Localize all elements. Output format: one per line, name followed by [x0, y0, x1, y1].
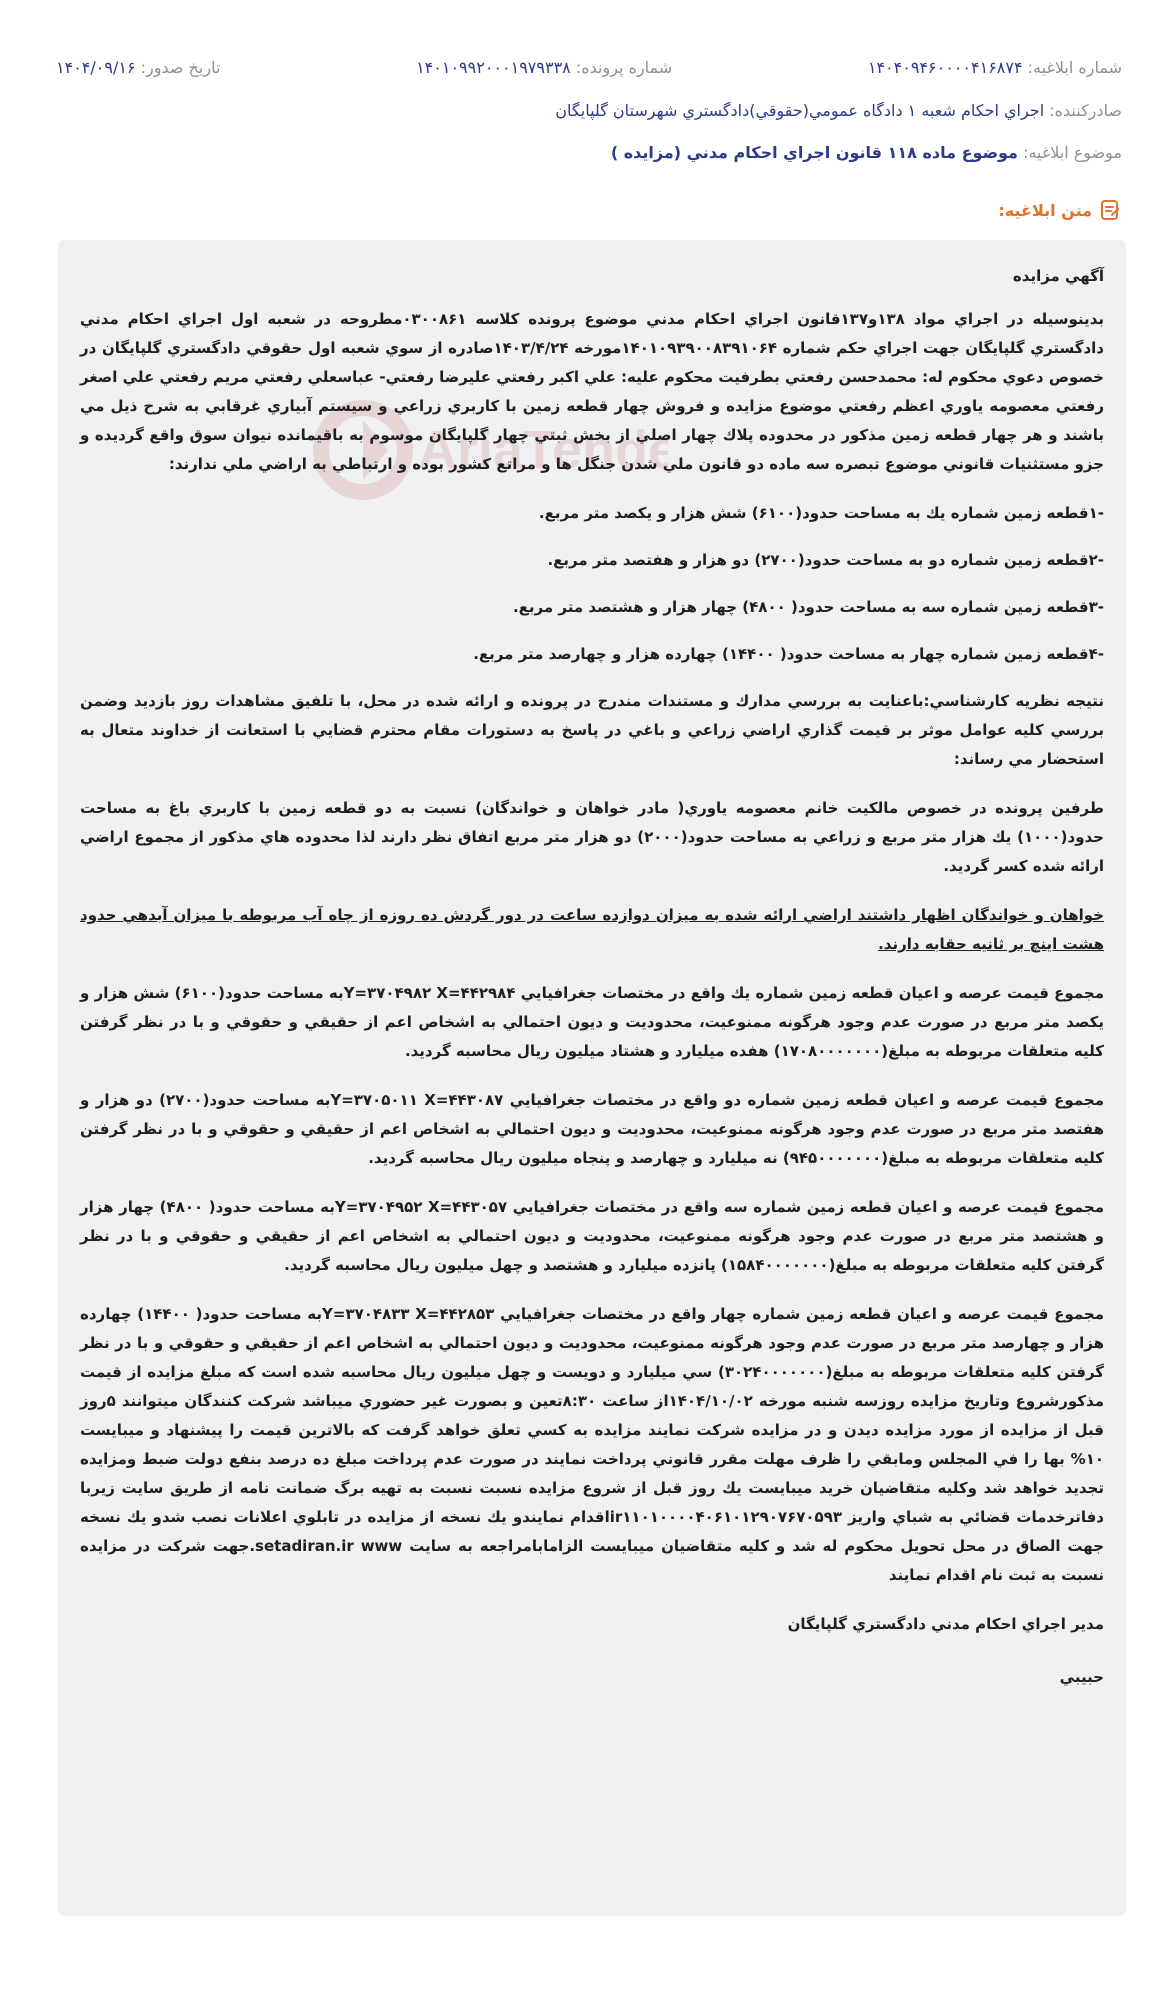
land-item-4: -۴قطعه زمين شماره چهار به مساحت حدود( ۱۴۴۰۰) چهارده هزار و چهارصد متر مربع.	[473, 645, 1104, 663]
issue-date-value: ۱۴۰۴/۰۹/۱۶	[56, 58, 136, 77]
document-note-icon	[1098, 198, 1122, 222]
body-paragraph-parcel-2: مجموع قيمت عرصه و اعيان قطعه زمين شماره دو واقع در مختصات جغرافيايي Y=۳۷۰۵۰۱۱ X=۴۴۳۰۸۷به مساحت حدود(۲۷۰۰) دو هزار و هفتصد متر مربع در صورت عدم وجود هرگونه ممنوعيت، محدوديت و ديون احتمالي به اشخاص اعم از حقيقي و حقوقي و با در نظر گرفتن كليه متعلقات مربوطه به مبلغ(۹۴۵۰۰۰۰۰۰۰) نه ميليارد و چهارصد و پنجاه ميليون ريال محاسبه گرديد.	[80, 1091, 1104, 1167]
body-paragraph-expert: نتيجه نظريه كارشناسي:باعنايت به بررسي مدارك و مستندات مندرج در پرونده و ارائه شده در محل، با تلفيق مشاهدات روز بازديد وضمن بررسي كليه عوامل موثر بر قيمت گذاري اراضي زراعي و باغي در پاسخ به دستورات مقام محترم قضايي با استعانت از خداوند متعال به استحضار مي رساند:	[80, 692, 1104, 768]
svg-text:AriaTender: AriaTende	[418, 420, 668, 480]
body-paragraph-intro: بدينوسيله در اجراي مواد ۱۳۸و۱۳۷قانون اجراي احكام مدني موضوع پرونده كلاسه ۰۳۰۰۸۶۱مطروحه در شعبه اول اجراي احكام مدني دادگستري گلپايگان جهت اجراي حكم شماره ۱۴۰۱۰۹۳۹۰۰۸۳۹۱۰۶۴مورخه ۱۴۰۳/۴/۲۴صادره از سوي شعبه اول حقوقي دادگستري گلپايگان در خصوص دعوي محكوم له: محمدحسن رفعتي بطرفيت محكوم عليه: علي اكبر رفعتي عليرضا رفعتي- عباسعلي رفعتي مريم رفعتي علي اصغر رفعتي معصومه ياوري اعظم رفعتي موضوع مزايده و فروش چهار قطعه زمين با كاربري زراعي و سيستم آبياري غرقابي به شرح ذيل مي باشند و هر چهار قطعه زمين مذكور در محدوده پلاك چهار اصلي از بخش ثبتي چهار گلپايگان موسوم به باقيمانده نيوان سوق واقع گرديده و جزو مستثنيات قانوني موضوع تبصره سه ماده دو قانون ملي شدن جنگل ها و مراتع كشور بوده و ارتباطي به اراضي ملي ندارند:	[80, 310, 1104, 473]
notice-number-label: شماره ابلاغیه:	[1027, 58, 1122, 77]
subject-value: موضوع ماده ۱۱۸ قانون اجراي احكام مدني (مزايده )	[610, 143, 1018, 162]
notice-body	[80, 262, 1104, 1692]
land-item-1: -۱قطعه زمين شماره يك به مساحت حدود(۶۱۰۰) شش هزار و يكصد متر مربع.	[538, 504, 1104, 522]
signature-title: مدير اجراي احكام مدني دادگستري گلپايگان	[787, 1615, 1104, 1633]
issue-date	[56, 56, 220, 80]
issue-date-label: تاریخ صدور:	[140, 58, 221, 77]
notice-number-value: ۱۴۰۴۰۹۴۶۰۰۰۰۴۱۶۸۷۴	[867, 58, 1023, 77]
notice-text-title: متن ابلاغیه:	[998, 200, 1092, 220]
body-paragraph-water-rights: خواهان و خواندگان اظهار داشتند اراضي ارائه شده به ميزان دوازده ساعت در دور گردش ده روزه از چاه آب مربوطه با ميزان آبدهي حدود هشت اينچ بر ثانيه حقابه دارند.	[80, 906, 1104, 953]
issuer-label: صادرکننده:	[1049, 101, 1122, 120]
subject-row	[56, 141, 1122, 165]
case-number-value: ۱۴۰۱۰۹۹۲۰۰۰۱۹۷۹۳۳۸	[416, 58, 571, 77]
body-paragraph-ownership: طرفين پرونده در خصوص مالكيت خانم معصومه ياوري( مادر خواهان و خواندگان) نسبت به دو قطعه زمين با كاربري باغ به مساحت حدود(۱۰۰۰) يك هزار متر مربع و زراعي به مساحت حدود(۲۰۰۰) دو هزار متر مربع اتفاق نظر دارند لذا محدوده هاي مذكور از مجموع اراضي ارائه شده كسر گرديد.	[80, 799, 1104, 875]
notice-body-panel	[58, 240, 1126, 1916]
case-number-label: شماره پرونده:	[575, 58, 673, 77]
auction-title: آگهي مزايده	[1012, 267, 1104, 285]
body-paragraph-parcel-3: مجموع قيمت عرصه و اعيان قطعه زمين شماره سه واقع در مختصات جغرافيايي Y=۳۷۰۴۹۵۲ X=۴۴۳۰۵۷به مساحت حدود( ۴۸۰۰) چهار هزار و هشتصد متر مربع در صورت عدم وجود هرگونه ممنوعيت، محدوديت و ديون احتمالي به اشخاص اعم از حقيقي و حقوقي و با در نظر گرفتن كليه متعلقات مربوطه به مبلغ(۱۵۸۴۰۰۰۰۰۰۰) پانزده ميليارد و هشتصد و چهل ميليون ريال محاسبه گرديد.	[80, 1198, 1105, 1274]
body-paragraph-parcel-1: مجموع قيمت عرصه و اعيان قطعه زمين شماره يك واقع در مختصات جغرافيايي Y=۳۷۰۴۹۸۲ X=۴۴۲۹۸۴به مساحت حدود(۶۱۰۰) شش هزار و يكصد متر مربع در صورت عدم وجود هرگونه ممنوعيت، محدوديت و ديون احتمالي به اشخاص اعم از حقيقي و حقوقي و با در نظر گرفتن كليه متعلقات مربوطه به مبلغ(۱۷۰۸۰۰۰۰۰۰۰) هفده ميليارد و هشتاد ميليون ريال محاسبه گرديد.	[80, 984, 1104, 1060]
notice-text-heading	[998, 198, 1122, 222]
issuer-row	[56, 99, 1122, 123]
notice-number	[868, 56, 1122, 80]
land-item-2: -۲قطعه زمين شماره دو به مساحت حدود(۲۷۰۰) دو هزار و هفتصد متر مربع.	[547, 551, 1104, 569]
issuer-value: اجراي احكام شعبه ۱ دادگاه عمومي(حقوقي)دادگستري شهرستان گلپايگان	[555, 101, 1045, 120]
signature-name: حبيبي	[1059, 1668, 1104, 1686]
notice-meta-row	[56, 56, 1122, 80]
case-number	[416, 56, 672, 80]
land-item-3: -۳قطعه زمين شماره سه به مساحت حدود( ۴۸۰۰) چهار هزار و هشتصد متر مربع.	[512, 598, 1104, 616]
body-paragraph-parcel-4: مجموع قيمت عرصه و اعيان قطعه زمين شماره چهار واقع در مختصات جغرافيايي Y=۳۷۰۴۸۳۳ X=۴۴۲۸۵۳به مساحت حدود( ۱۴۴۰۰) چهارده هزار و چهارصد متر مربع در صورت عدم وجود هرگونه ممنوعيت، محدوديت و ديون احتمالي به اشخاص اعم از حقيقي و حقوقي و با در نظر گرفتن كليه متعلقات مربوطه به مبلغ(۳۰۲۴۰۰۰۰۰۰۰) سي ميليارد و دويست و چهل ميليون ريال محاسبه شده است كه مبلغ مزايده از قيمت مذكورشروع وتاريخ مزايده روزسه شنبه مورخه ۱۴۰۴/۱۰/۰۲از ساعت ۸:۳۰تعين و بصورت غير حضوري ميباشد شركت كنندگان ميتوانند ۵روز قبل از مزايده از مورد مزايده ديدن و در مزايده شركت نمايند مزايده به كسي تعلق خواهد گرفت كه بالاترين قيمت را پيشنهاد و ميبايست ۱۰% بها را في المجلس ومابقي را ظرف مهلت مقرر قانوني پرداخت نمايند در صورت عدم پرداخت مبلغ ده درصد بنفع دولت ضبط ومزايده تجديد خواهد شد وكليه متقاضيان خريد ميبايست يك روز قبل از شروع مزايده نسبت نسبت به تهيه برگ ضمانت نامه از طريق سايت زيربا دفاترخدمات قضائي به شباي واريز ir۱۱۰۱۰۰۰۰۴۰۶۱۰۱۲۹۰۷۶۷۰۵۹۳اقدام نمايندو يك نسخه از مزايده در تابلوي اعلانات نصب شدو يك نسخه جهت الصاق در محل تحويل محكوم له شد و كليه متقاضيان ميبايست الزامابامراجعه به سايت setadiran.ir www.جهت شركت در مزايده نسبت به ثبت نام اقدام نمايند	[80, 1305, 1105, 1584]
subject-label: موضوع ابلاغیه:	[1023, 143, 1122, 162]
